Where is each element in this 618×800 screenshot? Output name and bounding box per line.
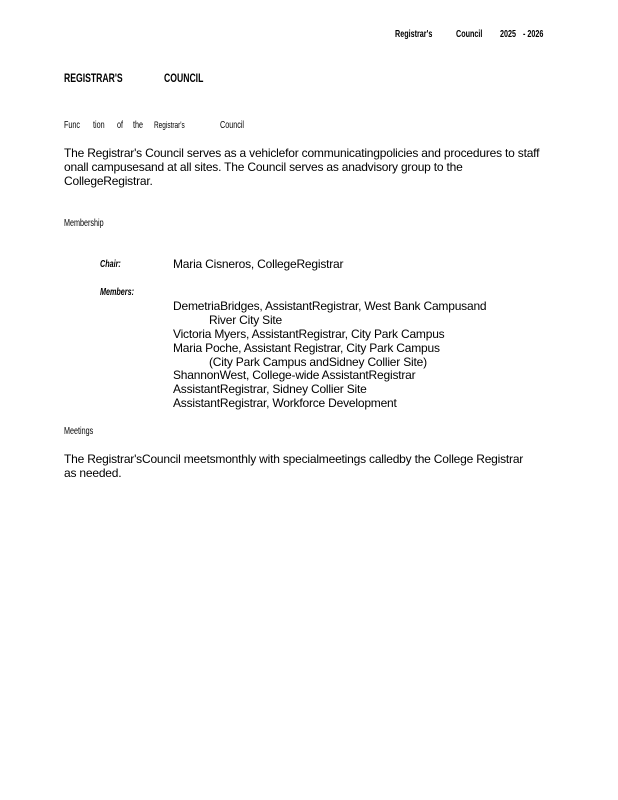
title-council: COUNCIL [164, 71, 204, 85]
member-line: ShannonWest, College-wide AssistantRegistrar [173, 368, 416, 382]
function-heading-word: the [133, 120, 144, 131]
member-line: DemetriaBridges, AssistantRegistrar, West Bank Campusand [173, 299, 487, 313]
members-label: Members: [100, 287, 135, 298]
meetings-heading: Meetings [64, 426, 94, 437]
header-year-start: 2025 [500, 29, 517, 40]
chair-value: Maria Cisneros, CollegeRegistrar [173, 257, 344, 271]
header-registrars: Registrar's [395, 29, 433, 40]
header-council: Council [456, 29, 483, 40]
chair-label: Chair: [100, 259, 121, 270]
function-heading-word: Registrar's [154, 120, 185, 130]
function-heading-word: Council [220, 120, 245, 131]
function-heading-word: of [117, 120, 124, 131]
function-heading-word: tion [93, 120, 105, 131]
member-line: Maria Poche, Assistant Registrar, City Park Campus [173, 341, 440, 355]
member-line: AssistantRegistrar, Sidney Collier Site [173, 382, 367, 396]
member-line: River City Site [209, 313, 283, 327]
member-line: AssistantRegistrar, Workforce Development [173, 396, 397, 410]
title-registrars: REGISTRAR'S [64, 71, 123, 85]
meetings-paragraph: The Registrar'sCouncil meetsmonthly with specialmeetings calledby the College Registrar as needed. [64, 452, 524, 480]
member-line: (City Park Campus andSidney Collier Site) [209, 355, 427, 369]
function-paragraph: The Registrar's Council serves as a vehiclefor communicatingpolicies and procedures to staff onall campusesand at all sites. The Council serves as anadvisory group to the CollegeRegistrar. [64, 146, 540, 188]
function-heading-word: Func [64, 120, 81, 131]
membership-heading: Membership [64, 218, 104, 229]
member-line: Victoria Myers, AssistantRegistrar, City Park Campus [173, 327, 445, 341]
header-year-end: - 2026 [523, 29, 544, 40]
